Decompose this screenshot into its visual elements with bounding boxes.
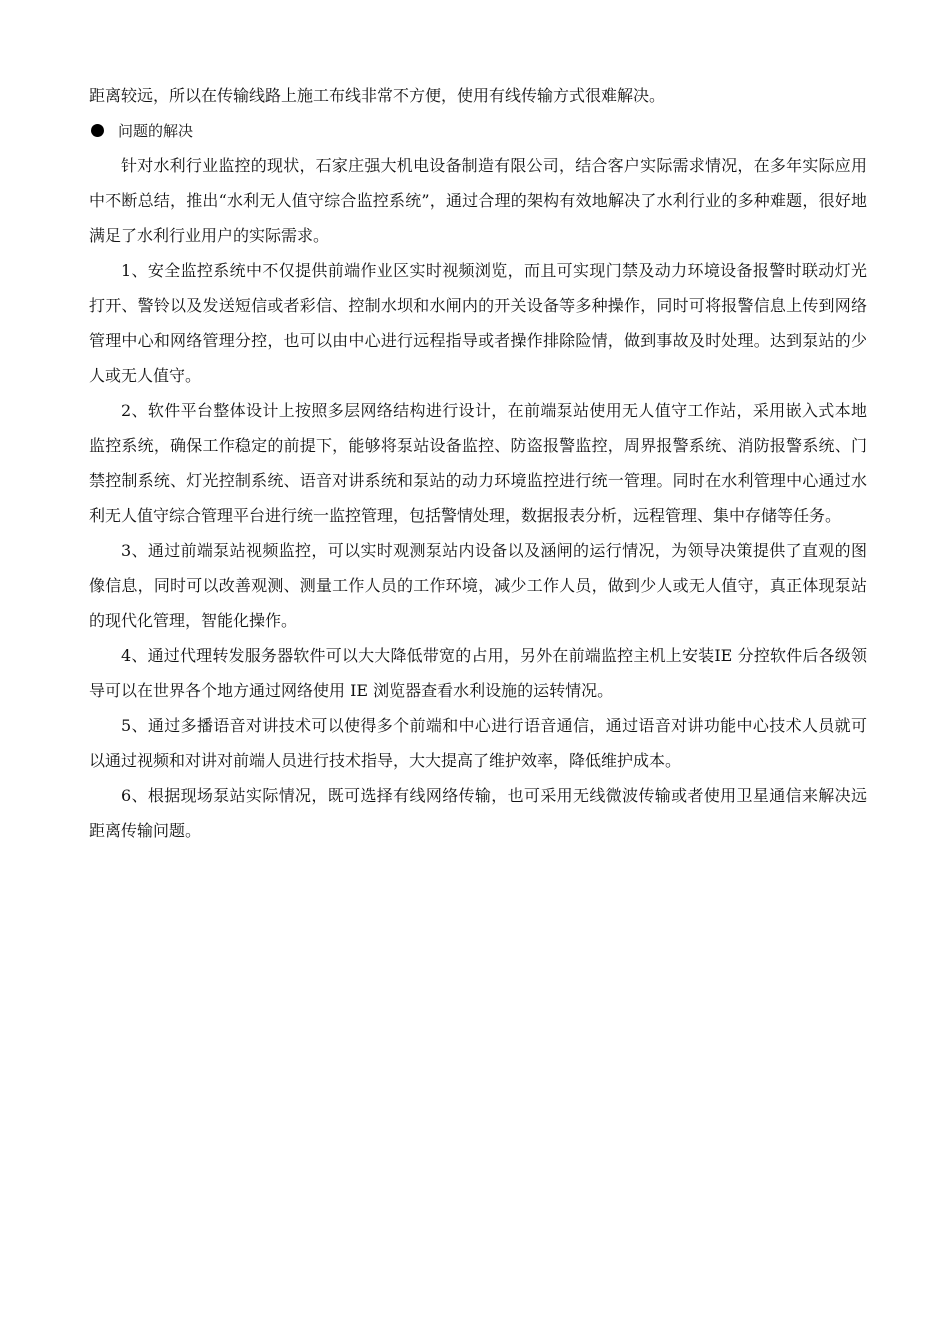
point-paragraph-1: 1、安全监控系统中不仅提供前端作业区实时视频浏览，而且可实现门禁及动力环境设备报警时联动灯光打开、警铃以及发送短信或者彩信、控制水坝和水闸内的开关设备等多种操作，同时可将报警信息上传到网络管理中心和网络管理分控，也可以由中心进行远程指导或者操作排除险情，做到事故及时处理。达到泵站的少人或无人值守。 (89, 261, 867, 385)
intro-paragraph: 针对水利行业监控的现状，石家庄强大机电设备制造有限公司，结合客户实际需求情况，在多年实际应用中不断总结，推出“水利无人值守综合监控系统”，通过合理的架构有效地解决了水利行业的多种难题，很好地满足了水利行业用户的实际需求。 (89, 156, 867, 245)
bullet-icon (91, 124, 104, 137)
section-heading-text: 问题的解决 (118, 122, 194, 140)
point-paragraph-5: 5、通过多播语音对讲技术可以使得多个前端和中心进行语音通信，通过语音对讲功能中心技术人员就可以通过视频和对讲对前端人员进行技术指导，大大提高了维护效率，降低维护成本。 (89, 716, 867, 770)
point-paragraph-2: 2、软件平台整体设计上按照多层网络结构进行设计，在前端泵站使用无人值守工作站，采用嵌入式本地监控系统，确保工作稳定的前提下，能够将泵站设备监控、防盗报警监控，周界报警系统、消防报警系统、门禁控制系统、灯光控制系统、语音对讲系统和泵站的动力环境监控进行统一管理。同时在水利管理中心通过水利无人值守综合管理平台进行统一监控管理，包括警情处理，数据报表分析，远程管理、集中存储等任务。 (89, 401, 867, 525)
point-paragraph-3: 3、通过前端泵站视频监控，可以实时观测泵站内设备以及涵闸的运行情况，为领导决策提供了直观的图像信息，同时可以改善观测、测量工作人员的工作环境，减少工作人员，做到少人或无人值守，真正体现泵站的现代化管理，智能化操作。 (89, 541, 867, 630)
continuation-paragraph: 距离较远，所以在传输线路上施工布线非常不方便，使用有线传输方式很难解决。 (89, 86, 666, 105)
document-page (89, 78, 867, 848)
point-paragraph-4: 4、通过代理转发服务器软件可以大大降低带宽的占用，另外在前端监控主机上安装IE 分控软件后各级领导可以在世界各个地方通过网络使用 IE 浏览器查看水利设施的运转情况。 (89, 646, 867, 700)
section-heading (89, 113, 867, 148)
point-paragraph-6: 6、根据现场泵站实际情况，既可选择有线网络传输，也可采用无线微波传输或者使用卫星通信来解决远距离传输问题。 (89, 786, 867, 840)
